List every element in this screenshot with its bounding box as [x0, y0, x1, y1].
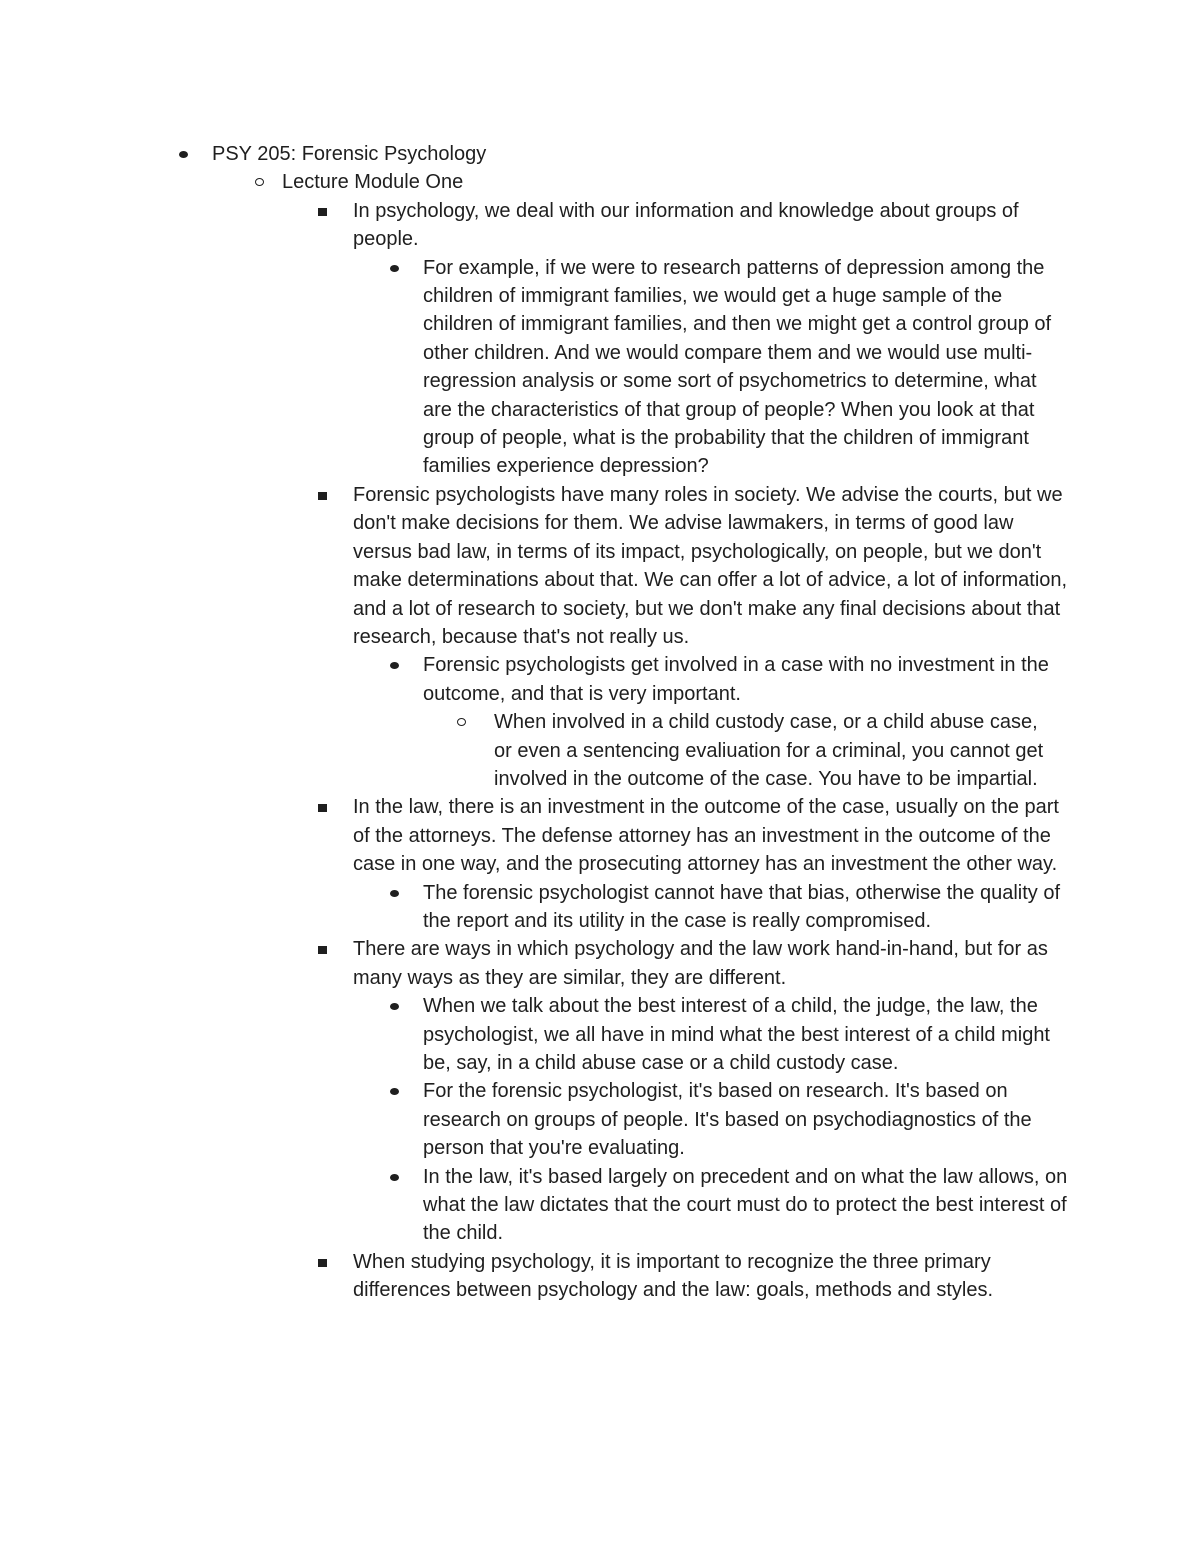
outline-text: In the law, it's based largely on precedent and on what the law allows, on what the law dictates that the court must do to protect the best interest of the child.: [423, 1165, 1068, 1245]
outline-item: [353, 481, 1073, 651]
outline-item: [423, 254, 1068, 481]
square-bullet-icon: [316, 481, 336, 509]
disc-bullet-icon: [386, 992, 406, 1020]
circle-bullet-icon: [252, 168, 272, 196]
outline-item-module: [282, 168, 1072, 196]
outline-text: Forensic psychologists have many roles in society. We advise the courts, but we don't make decisions for them. We advise lawmakers, in terms of good law versus bad law, in terms of its impact, psychologically, on people, but we don't make determinations about that. We can offer a lot of advice, a lot of information, and a lot of research to society, but we don't make any final decisions about that research, because that's not really us.: [353, 483, 1068, 648]
outline-item: [423, 879, 1068, 936]
disc-bullet-icon: [386, 651, 406, 679]
square-bullet-icon: [316, 197, 336, 225]
document-page: [0, 140, 1200, 1305]
disc-bullet-icon: [386, 879, 406, 907]
outline-text: Lecture Module One: [282, 171, 464, 194]
square-bullet-icon: [316, 793, 336, 821]
outline-text: In psychology, we deal with our information and knowledge about groups of people.: [353, 199, 1019, 251]
circle-bullet-icon: [454, 708, 474, 736]
outline-item: [423, 1163, 1068, 1248]
outline-text: When studying psychology, it is important to recognize the three primary differences between psychology and the law: goals, methods and styles.: [353, 1250, 994, 1302]
outline-item: [423, 992, 1068, 1077]
outline-item: [353, 935, 1073, 992]
disc-bullet-icon: [175, 140, 195, 168]
outline-item: [423, 1077, 1068, 1162]
outline-item: [353, 1248, 1073, 1305]
outline-text: There are ways in which psychology and the law work hand-in-hand, but for as many ways as they are similar, they are different.: [353, 938, 1048, 989]
outline-text: The forensic psychologist cannot have that bias, otherwise the quality of the report and its utility in the case is really compromised.: [423, 881, 1061, 932]
outline-item-course-title: [212, 140, 1072, 168]
outline-text: For the forensic psychologist, it's based on research. It's based on research on groups of people. It's based on psychodiagnostics of the person that you're evaluating.: [423, 1080, 1032, 1160]
outline-text: In the law, there is an investment in the outcome of the case, usually on the part of the attorneys. The defense attorney has an investment in the outcome of the case in one way, and the prosecuting attorney has an investment the other way.: [353, 796, 1059, 876]
outline-text: For example, if we were to research patterns of depression among the children of immigrant families, we would get a huge sample of the children of immigrant families, and then we might get a control group of other children. And we would compare them and we would use multi-regression analysis or some sort of psychometrics to determine, what are the characteristics of that group of people? When you look at that group of people, what is the probability that the children of immigrant families experience depression?: [423, 256, 1052, 478]
outline-item: [494, 708, 1054, 793]
outline-item: [353, 793, 1073, 878]
outline-text: When we talk about the best interest of a child, the judge, the law, the psychologist, we all have in mind what the best interest of a child might be, say, in a child abuse case or a child custody case.: [423, 995, 1050, 1074]
outline-item: [353, 197, 1073, 254]
disc-bullet-icon: [386, 1163, 406, 1191]
disc-bullet-icon: [386, 254, 406, 282]
outline-text: Forensic psychologists get involved in a case with no investment in the outcome, and that is very important.: [423, 654, 1049, 705]
outline-text: PSY 205: Forensic Psychology: [212, 143, 487, 165]
outline-item: [423, 651, 1068, 708]
outline-text: When involved in a child custody case, or a child abuse case, or even a sentencing evaliuation for a criminal, you cannot get involved in the outcome of the case. You have to be impartial.: [494, 711, 1044, 790]
disc-bullet-icon: [386, 1077, 406, 1105]
square-bullet-icon: [316, 935, 336, 963]
square-bullet-icon: [316, 1248, 336, 1276]
